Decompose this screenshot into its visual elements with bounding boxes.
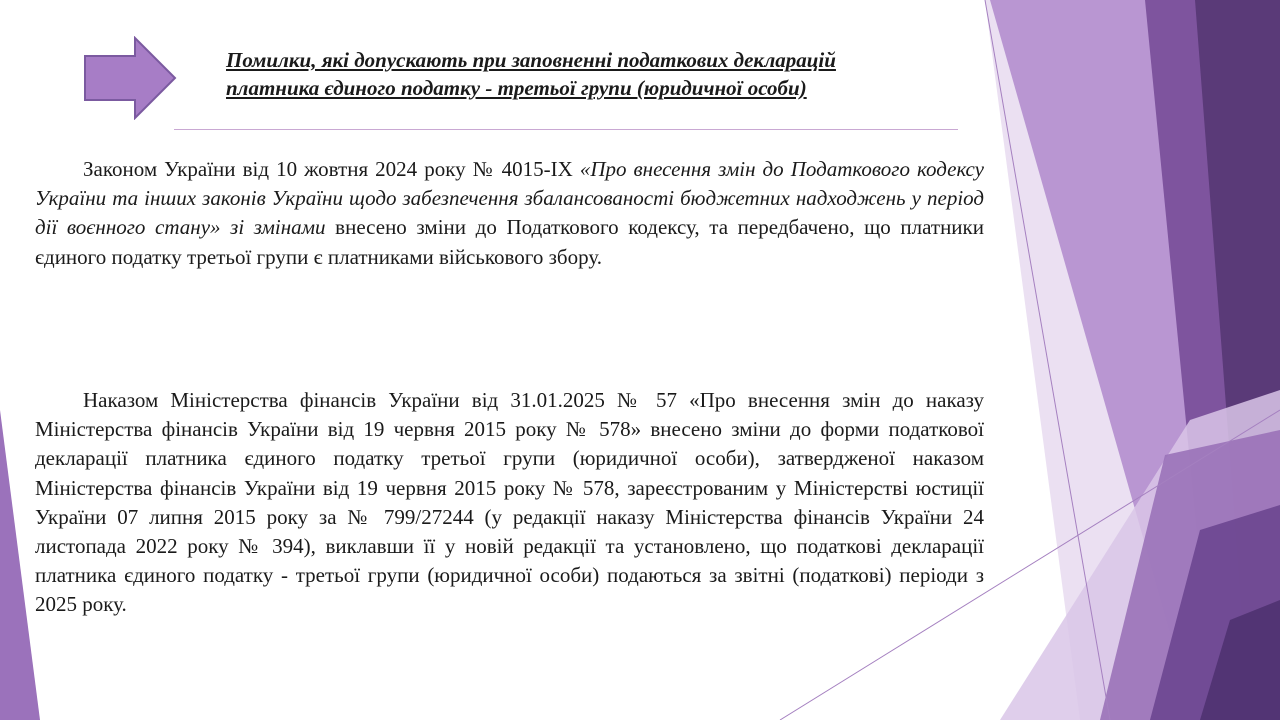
slide-title [226, 46, 946, 102]
paragraph-order: Наказом Міністерства фінансів України від 31.01.2025 № 57 «Про внесення змін до наказу Міністерства фінансів України від 19 червня 2015 року № 578» внесено зміни до форми податкової декларації платника єдиного податку третьої групи (юридичної особи), затвердженої наказом Міністерства фінансів України від 19 червня 2015 року № 578, зареєстрованим у Міністерстві юстиції України 07 липня 2015 року за № 799/27244 (у редакції наказу Міністерства фінансів України 24 листопада 2022 року № 394), виклавши її у новій редакції та установлено, що податкові декларації платника єдиного податку - третьої групи (юридичної особи) подаються за звітні (податкові) періоди з 2025 року. [35, 388, 984, 617]
deco-left-edge [0, 410, 40, 720]
paragraph-law-lead: Законом України від 10 жовтня 2024 року № 4015-IX [83, 157, 580, 181]
title-line-2: платника єдиного податку - третьої групи (юридичної особи) [226, 76, 807, 100]
paragraph-law [35, 155, 984, 272]
title-line-1: Помилки, які допускають при заповненні податкових декларацій [226, 48, 836, 72]
paragraph-law-tail: внесено зміни до Податкового кодексу, та передбачено, що платники єдиного податку третьої групи є платниками військового збору. [35, 215, 984, 269]
right-arrow-icon [82, 36, 178, 120]
paragraph-law-italic: «Про внесення змін до Податкового кодексу України та інших законів України щодо забезпечення збалансованості бюджетних надходжень у період дії воєнного стану» зі змінами [35, 157, 984, 240]
title-divider [174, 129, 958, 130]
